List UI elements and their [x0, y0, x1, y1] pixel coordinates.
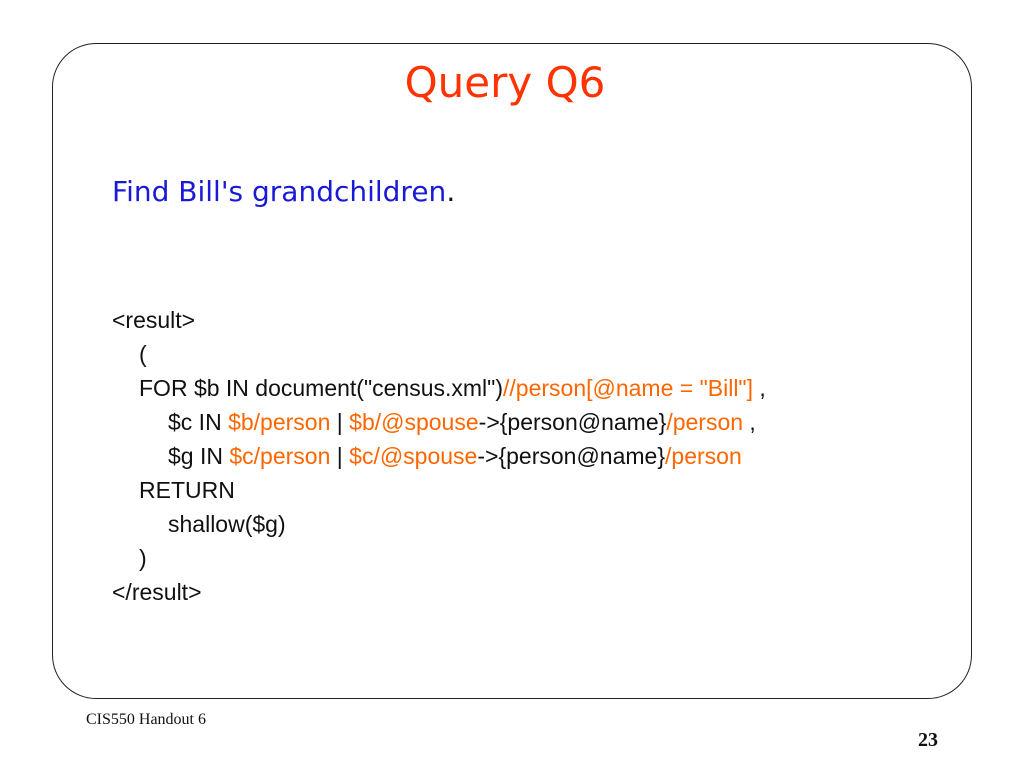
- code-block: [112, 303, 766, 609]
- code-text: ,: [752, 375, 766, 401]
- code-text: ,: [743, 409, 756, 435]
- code-highlight: /person: [665, 443, 742, 469]
- code-line-3: [112, 371, 766, 405]
- code-text: $g IN: [168, 443, 230, 469]
- code-text: </result>: [112, 579, 202, 605]
- code-line-2: [112, 337, 766, 371]
- code-text: |: [330, 409, 350, 435]
- subtitle-period: .: [446, 175, 456, 208]
- code-line-8: [112, 541, 766, 575]
- code-line-9: [112, 575, 766, 609]
- code-text: $c IN: [168, 409, 229, 435]
- code-line-4: [112, 405, 766, 439]
- page-number: 23: [918, 729, 938, 751]
- code-line-1: [112, 303, 766, 337]
- slide-title: Query Q6: [404, 58, 606, 107]
- code-line-7: [112, 507, 766, 541]
- code-line-5: [112, 439, 766, 473]
- code-text: ->{person@name}: [477, 443, 666, 469]
- code-text: shallow($g): [168, 511, 286, 537]
- footer-text: CIS550 Handout 6: [86, 711, 206, 728]
- code-text: ): [139, 545, 147, 571]
- code-text: FOR $b IN document("census.xml"): [139, 375, 503, 401]
- code-text: (: [139, 341, 147, 367]
- code-highlight: $b/person: [228, 409, 331, 435]
- code-text: |: [330, 443, 350, 469]
- code-highlight: $b/@spouse: [349, 409, 479, 435]
- subtitle-text: Find Bill's grandchildren: [112, 175, 447, 208]
- code-highlight: //person[@name = "Bill"]: [503, 375, 753, 401]
- code-line-6: [112, 473, 766, 507]
- code-highlight: /person: [666, 409, 744, 435]
- code-highlight: $c/person: [229, 443, 331, 469]
- code-text: ->{person@name}: [478, 409, 667, 435]
- code-text: <result>: [112, 307, 196, 333]
- slide-subtitle: [112, 175, 456, 208]
- code-highlight: $c/@spouse: [349, 443, 478, 469]
- code-text: RETURN: [139, 477, 235, 503]
